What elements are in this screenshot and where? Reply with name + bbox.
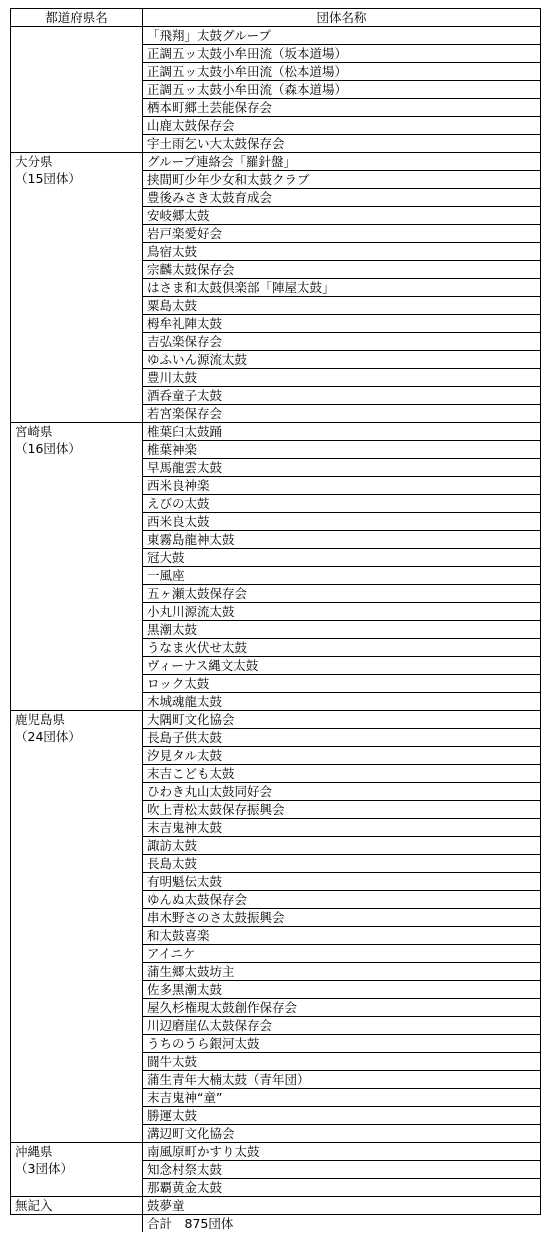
group-name-cell: 末吉鬼神太鼓 [143, 819, 541, 837]
group-name-cell: 南風原町かすり太鼓 [143, 1143, 541, 1161]
group-name-cell: 五ヶ瀬太鼓保存会 [143, 585, 541, 603]
total-cell: 合計 875団体 [143, 1215, 541, 1233]
group-name-cell: 酒呑童子太鼓 [143, 387, 541, 405]
group-name-cell: 汐見タル太鼓 [143, 747, 541, 765]
group-name-cell: 粟島太鼓 [143, 297, 541, 315]
group-name-cell: うなま火伏せ太鼓 [143, 639, 541, 657]
table-row [11, 1197, 541, 1215]
group-name-cell: うちのうら銀河太鼓 [143, 1035, 541, 1053]
group-name-cell: 末吉鬼神“童” [143, 1089, 541, 1107]
prefecture-count: （24団体） [15, 729, 81, 744]
table-body [11, 27, 541, 1233]
group-name-cell: 諏訪太鼓 [143, 837, 541, 855]
group-name-cell: 溝辺町文化協会 [143, 1125, 541, 1143]
prefecture-count: （3団体） [15, 1161, 73, 1176]
group-name-cell: 宇土雨乞い大太鼓保存会 [143, 135, 541, 153]
group-name-cell: 鼓夢童 [143, 1197, 541, 1215]
group-name-cell: 冠大鼓 [143, 549, 541, 567]
group-name-cell: ゆんぬ太鼓保存会 [143, 891, 541, 909]
group-name-cell: 和太鼓喜楽 [143, 927, 541, 945]
group-name-cell: 長島太鼓 [143, 855, 541, 873]
table-row [11, 711, 541, 729]
group-name-cell: グループ連絡会「羅針盤」 [143, 153, 541, 171]
prefecture-name: 無記入 [15, 1198, 53, 1213]
group-name-cell: 川辺磨崖仏太鼓保存会 [143, 1017, 541, 1035]
prefecture-name: 沖縄県 [15, 1144, 53, 1159]
group-name-cell: 勝運太鼓 [143, 1107, 541, 1125]
group-name-cell: 挟間町少年少女和太鼓クラブ [143, 171, 541, 189]
table-row [11, 27, 541, 45]
prefecture-cell [11, 1143, 143, 1197]
total-blank-cell [11, 1215, 143, 1233]
group-name-cell: 蒲生郷太鼓坊主 [143, 963, 541, 981]
prefecture-cell [11, 711, 143, 1143]
table-row [11, 153, 541, 171]
header-row [11, 9, 541, 27]
group-name-cell: 黒潮太鼓 [143, 621, 541, 639]
group-name-cell: 栖本町郷土芸能保存会 [143, 99, 541, 117]
prefecture-cell [11, 1197, 143, 1215]
group-name-cell: 宗麟太鼓保存会 [143, 261, 541, 279]
table-row [11, 423, 541, 441]
group-name-cell: 安岐郷太鼓 [143, 207, 541, 225]
prefecture-name: 宮崎県 [15, 424, 53, 439]
header-group-name: 団体名称 [143, 9, 541, 27]
group-name-cell: 吹上青松太鼓保存振興会 [143, 801, 541, 819]
group-name-cell: ヴィーナス縄文太鼓 [143, 657, 541, 675]
group-name-cell: 知念村祭太鼓 [143, 1161, 541, 1179]
group-name-cell: 長島子供太鼓 [143, 729, 541, 747]
group-name-cell: 串木野さのさ太鼓振興会 [143, 909, 541, 927]
group-name-cell: アイニケ [143, 945, 541, 963]
group-name-cell: 椎葉臼太鼓踊 [143, 423, 541, 441]
group-name-cell: 鳥宿太鼓 [143, 243, 541, 261]
group-name-cell: 椎葉神楽 [143, 441, 541, 459]
prefecture-count: （16団体） [15, 441, 81, 456]
group-name-cell: 小丸川源流太鼓 [143, 603, 541, 621]
group-name-cell: えびの太鼓 [143, 495, 541, 513]
group-name-cell: 西米良太鼓 [143, 513, 541, 531]
group-name-cell: 山鹿太鼓保存会 [143, 117, 541, 135]
group-name-cell: はさま和太鼓倶楽部「陣屋太鼓」 [143, 279, 541, 297]
group-name-cell: 西米良神楽 [143, 477, 541, 495]
group-name-cell: 大隅町文化協会 [143, 711, 541, 729]
group-name-cell: 有明魁伝太鼓 [143, 873, 541, 891]
group-name-cell: 豊川太鼓 [143, 369, 541, 387]
group-name-cell: 早馬龍雲太鼓 [143, 459, 541, 477]
group-name-cell: 闘牛太鼓 [143, 1053, 541, 1071]
group-name-cell: 豊後みさき太鼓育成会 [143, 189, 541, 207]
group-name-cell: 吉弘楽保存会 [143, 333, 541, 351]
group-name-cell: 那覇黄金太鼓 [143, 1179, 541, 1197]
group-table [10, 8, 541, 1232]
prefecture-name: 鹿児島県 [15, 712, 66, 727]
group-name-cell: 「飛翔」太鼓グループ [143, 27, 541, 45]
prefecture-cell [11, 423, 143, 711]
group-name-cell: 岩戸楽愛好会 [143, 225, 541, 243]
group-name-cell: 一風座 [143, 567, 541, 585]
prefecture-name: 大分県 [15, 154, 53, 169]
group-name-cell: 末吉こども太鼓 [143, 765, 541, 783]
group-name-cell: 正調五ッ太鼓小牟田流（森本道場） [143, 81, 541, 99]
table-row [11, 1143, 541, 1161]
group-name-cell: 栂牟礼陣太鼓 [143, 315, 541, 333]
group-name-cell: ゆふいん源流太鼓 [143, 351, 541, 369]
group-name-cell: 木城魂龍太鼓 [143, 693, 541, 711]
group-name-cell: 正調五ッ太鼓小牟田流（松本道場） [143, 63, 541, 81]
group-name-cell: ひわき丸山太鼓同好会 [143, 783, 541, 801]
group-name-cell: ロック太鼓 [143, 675, 541, 693]
group-name-cell: 屋久杉権現太鼓創作保存会 [143, 999, 541, 1017]
total-row [11, 1215, 541, 1233]
group-name-cell: 正調五ッ太鼓小牟田流（坂本道場） [143, 45, 541, 63]
group-name-cell: 蒲生青年大楠太鼓（青年団） [143, 1071, 541, 1089]
header-prefecture: 都道府県名 [11, 9, 143, 27]
group-name-cell: 若宮楽保存会 [143, 405, 541, 423]
prefecture-cell [11, 27, 143, 153]
group-name-cell: 佐多黒潮太鼓 [143, 981, 541, 999]
prefecture-count: （15団体） [15, 171, 81, 186]
group-name-cell: 東霧島龍神太鼓 [143, 531, 541, 549]
prefecture-cell [11, 153, 143, 423]
